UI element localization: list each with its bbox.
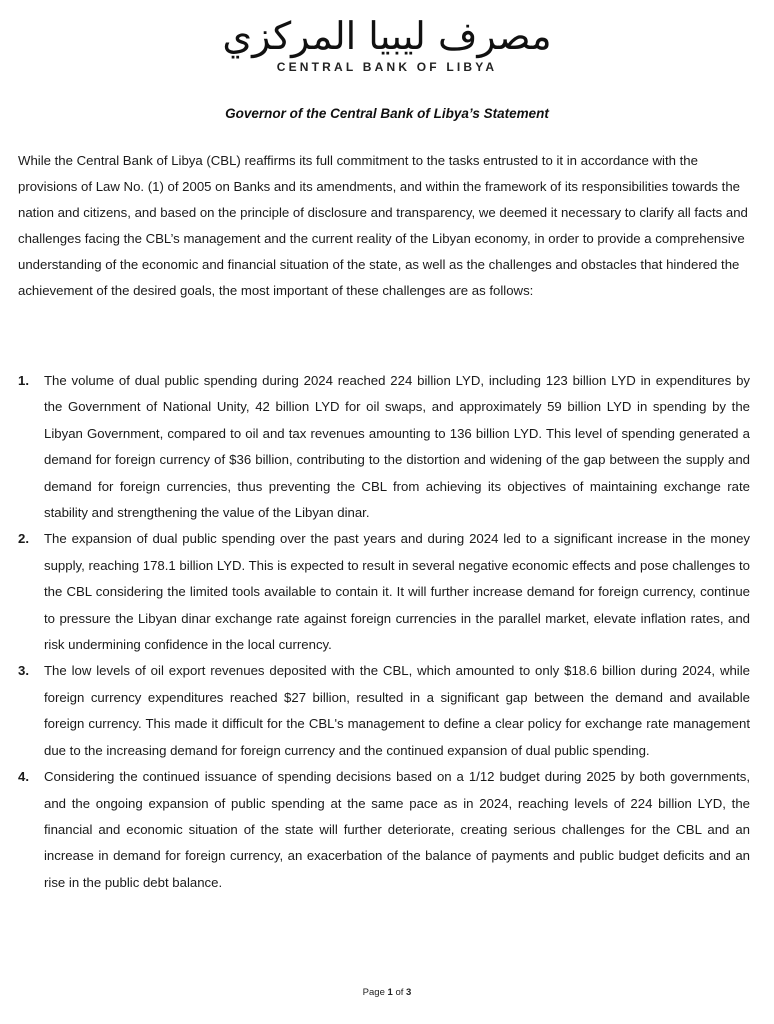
bank-logo	[0, 14, 774, 74]
list-item-number: 3.	[18, 663, 29, 679]
list-item	[18, 658, 750, 764]
list-item-text: The volume of dual public spending during 2024 reached 224 billion LYD, including 123 billion LYD in expenditures by the Government of National Unity, 42 billion LYD for oil swaps, and approximately 59 billion LYD in spending by the Libyan Government, compared to oil and tax revenues amounting to 136 billion LYD. This level of spending generated a demand for foreign currency of $36 billion, contributing to the distortion and widening of the gap between the supply and demand for foreign currencies, thus preventing the CBL from achieving its objectives of maintaining exchange rate stability and strengthening the value of the Libyan dinar.	[44, 373, 750, 521]
of-word: of	[395, 987, 404, 998]
list-item-number: 1.	[18, 373, 29, 388]
list-item-text: The low levels of oil export revenues deposited with the CBL, which amounted to only $18.6 billion during 2024, while foreign currency expenditures reached $27 billion, resulted in a significant gap between the demand and available foreign currency. This made it difficult for the CBL's management to define a clear policy for exchange rate management due to the increasing demand for foreign currency and the continued expansion of dual public spending.	[44, 663, 750, 758]
list-item-number: 2.	[18, 531, 29, 547]
challenges-list	[18, 368, 750, 896]
list-item	[18, 368, 750, 526]
list-item	[18, 526, 750, 658]
page-word: Page	[362, 987, 385, 998]
list-item-text: Considering the continued issuance of spending decisions based on a 1/12 budget during 2025 by both governments, and the ongoing expansion of public spending at the same pace as in 2024, reaching levels of 224 billion LYD, the financial and economic situation of the state will further deteriorate, creating serious challenges for the CBL and an increase in demand for foreign currency, an exacerbation of the balance of payments and public budget deficits and an rise in the public debt balance.	[44, 769, 750, 890]
logo-english-text: CENTRAL BANK OF LIBYA	[276, 60, 498, 74]
list-item-text: The expansion of dual public spending over the past years and during 2024 led to a significant increase in the money supply, reaching 178.1 billion LYD. This is expected to result in several negative economic effects and pose challenges to the CBL considering the limited tools available to contain it. It will further increase demand for foreign currency, continue to pressure the Libyan dinar exchange rate against foreign currencies in the parallel market, elevate inflation rates, and risk undermining confidence in the local currency.	[44, 531, 750, 653]
statement-title: Governor of the Central Bank of Libya’s Statement	[225, 106, 549, 121]
page-footer	[0, 987, 774, 998]
total-pages-number: 3	[406, 987, 412, 998]
list-item-number: 4.	[18, 769, 29, 785]
logo-arabic-text: مصرف ليبيا المركزي	[222, 14, 552, 58]
intro-paragraph: While the Central Bank of Libya (CBL) reaffirms its full commitment to the tasks entrusted to it in accordance with the provisions of Law No. (1) of 2005 on Banks and its amendments, and within the framework of its responsibilities towards the nation and citizens, and based on the principle of disclosure and transparency, we deemed it necessary to clarify all facts and challenges facing the CBL’s management and the current reality of the Libyan economy, in order to provide a comprehensive understanding of the economic and financial situation of the state, as well as the challenges and obstacles that hindered the achievement of the desired goals, the most important of these challenges are as follows:	[18, 153, 748, 298]
list-item	[18, 764, 750, 896]
current-page-number: 1	[387, 987, 393, 998]
